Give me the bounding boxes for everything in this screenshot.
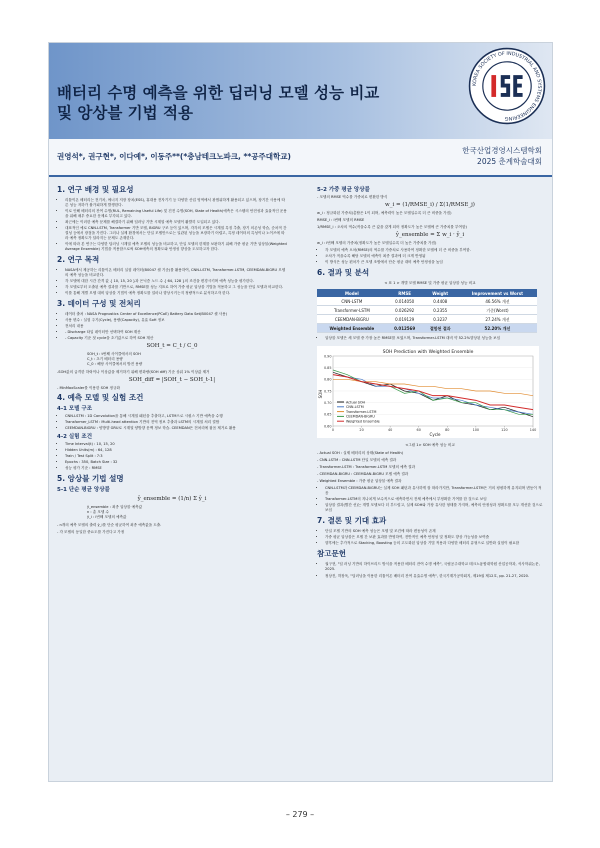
table-header: Improvement vs Worst xyxy=(458,289,537,297)
list-item: • Transformer-LSTM의 지나치게 보수적으로 예측하면서 전체 예측에서 부정확한 기여를 한 것으로 보임 xyxy=(325,497,543,502)
formula-note: C_t : 초기 배터리 용량 xyxy=(87,357,123,361)
list-item: • 이를 통해 개별 모델 대비 앙상블 기법이 예측 정확도를 얼마나 향상시키는지 정량적으로 분석하고자 한다. xyxy=(65,291,287,296)
legend-note: - Transformer-LSTM : Transformer-LSTM 모델의 예측 결과 xyxy=(317,465,416,469)
section-5-1-title: 5-1 단순 평균 앙상블 xyxy=(57,487,110,493)
list-item: • NASA에서 제공하는 리튬이온 배터리 실험 데이터(B0047 셀 기준)를 활용하여, CNN-LSTM, Transformer-LSTM, CEEMDAN-BiGRU 모델의 예측 성능을 비교한다. xyxy=(65,268,287,278)
y-tick-label: 0.80 xyxy=(323,377,332,382)
weight-note: RMSE_i : i번째 모델의 RMSE xyxy=(317,218,365,222)
formula-note: ŷ_i : i번째 모델의 예측값 xyxy=(87,515,127,519)
list-item: • - Discharge 타입 데이터만 선택하여 SOH 계산 xyxy=(65,330,287,335)
minmax-text: - MinMaxScaler를 이용한 SOH 정규화 xyxy=(57,386,120,390)
table-cell: 0.019129 xyxy=(387,315,423,324)
table-cell: 0.4408 xyxy=(423,297,458,306)
conference-name: 한국산업경영시스템학회 xyxy=(462,146,542,155)
y-tick-label: 0.70 xyxy=(323,400,332,405)
model-list xyxy=(57,414,287,431)
section-4-title: 4. 예측 모델 및 실험 조건 xyxy=(57,393,144,402)
list-item: • 각 모델의 예측 오차(RMSE)의 역수를 가중치로 사용하여 정확한 모델에 더 큰 비중을 부여함. xyxy=(325,248,543,253)
list-item: • 이 방식은 성능 편차가 큰 모델 조합에서 단순 평균 대비 예측 안정성을 높임 xyxy=(325,260,543,265)
weighted-list xyxy=(317,248,543,265)
list-item: • 데이터 출처 : NASA Prognostics Center of Excellence(PCoE) Battery Data Set(B0047 셀 사용) xyxy=(65,312,287,317)
title-line-1: 배터리 수명 예측을 위한 딥러닝 모델 성능 비교 xyxy=(57,84,380,102)
outlier-text: -SOH값의 급격한 하락이나 이상값을 제거하기 위해 변화량(SOH diff) 기준 상위 1% 이상값 제거 xyxy=(57,370,210,374)
legend-label: Transformer-LSTM xyxy=(346,409,377,414)
weight-formula: w_i = (1/RMSE_i) / Σ(1/RMSE_j) xyxy=(385,202,475,208)
list-item: • 앙상블 모델은 세 모델 중 가장 높은 RMSE를 보였으며, Transformer-LSTM 대비 약 52.2%향상된 성능을 보임 xyxy=(325,336,543,341)
mean-note: - n개의 예측 모델의 출력 ŷ_i를 단순 평균하여 최종 예측값을 도출. xyxy=(57,523,162,527)
reference-list xyxy=(317,562,543,579)
table-cell: 0.026292 xyxy=(387,306,423,315)
formula-note: SOH_t : t번째 사이클에서의 SOH xyxy=(87,352,141,356)
legend-label: CEEMDAN-BiGRU xyxy=(346,414,375,419)
section-7-title: 7. 결론 및 기대 효과 xyxy=(317,516,387,525)
table-header: Model xyxy=(317,289,387,297)
list-item: • Hidden Units(m) : 64, 128 xyxy=(65,448,287,453)
reference-item: • 권구현, "딥 러닝 기반의 하이브리드 방식을 적용한 배터리 잔여 수명 예측", 국립공주대학교 테크노융합대학원 산업공학과, 석사학위논문, 2025. xyxy=(325,562,543,572)
table-cell: 27.24% 개선 xyxy=(458,315,537,324)
list-item: • CNN-LSTM : 1D Convolution을 통해 시계열 패턴을 추출하고, LSTM으로 시퀀스 기반 예측을 수행 xyxy=(65,414,287,419)
title-line-2: 및 앙상블 기법 적용 xyxy=(57,104,193,122)
soh-diff-formula: SOH_diff = |SOH_t − SOH_t-1| xyxy=(128,377,216,383)
table-cell: Weighted Ensemble xyxy=(317,324,387,333)
list-item: • 각 모델로부터 도출된 예측 결과를 기반으로, RMSE를 성능 지표로 하여 가중 평균 앙상블 기법을 적용하고 그 성능을 단일 모델과 비교한다. xyxy=(65,285,287,290)
legend-label: CNN-LSTM xyxy=(346,405,364,410)
y-tick-label: 0.90 xyxy=(323,354,332,359)
legend-note: - Actual SOH : 실제 배터리의 상태(State of Health) xyxy=(317,451,404,455)
list-item: • 각 모델에 대한 시간 간격 값 { 10, 15, 20 }과 은닉층 노드 수 { 64, 128 }의 조건을 변경시키며 예측 성능을 평가한다. xyxy=(65,279,287,284)
section-2-title: 2. 연구 목적 xyxy=(57,255,100,264)
list-item: • 향후에는 추가적으로 Stacking, Boosting 등의 고도화된 앙상블 기법 적용과 다양한 배터리 유형으로 일반화 실험이 필요함 xyxy=(325,541,543,546)
list-item: • - Capacity 기준 첫 cycle을 초기값으로 하여 SOH 계산 xyxy=(65,336,287,341)
legend-label: Weighted Ensemble xyxy=(346,419,380,424)
conference-session: 2025 춘계학술대회 xyxy=(477,157,542,166)
right-column xyxy=(317,185,543,582)
chart-title: SOH Prediction with Weighted Ensemble xyxy=(382,350,474,355)
y-tick-label: 0.85 xyxy=(323,365,332,370)
section-3-list xyxy=(57,312,287,341)
mean-note: - 각 모델의 동일한 중요도를 가진다고 가정 xyxy=(57,530,125,534)
conclusion-list xyxy=(317,529,543,546)
figure-caption: <그림 1> SOH 예측 성능 비교 xyxy=(405,443,455,447)
table-cell: Transformer-LSTM xyxy=(317,306,387,315)
formula-note: C_0 : 해당 사이클에서의 방전 용량 xyxy=(87,362,143,366)
section-3-title: 3. 데이터 구성 및 전처리 xyxy=(57,299,141,308)
ensemble-note: w_i : i번째 모델의 가중치(정확도가 높은 모델일수록 더 높은 가중치를 가짐) xyxy=(317,241,437,245)
table-cell: 결합된 결과 xyxy=(423,324,458,333)
table-row xyxy=(317,324,537,333)
soh-chart xyxy=(317,346,539,438)
poster-title xyxy=(57,83,437,123)
author-bar xyxy=(49,139,552,177)
table-cell: 0.2355 xyxy=(423,306,458,315)
section-5-title: 5. 앙상블 기법 설명 xyxy=(57,474,124,483)
poster xyxy=(48,42,553,782)
section-1-title: 1. 연구 배경 및 필요성 xyxy=(57,185,134,194)
list-item: • 가중 평균 앙상블은 모델 간 보완 효과를 반영하여, 전반적인 예측 안정성 및 정확도 향상 가능성을 보여줌 xyxy=(325,535,543,540)
list-item: • 오차가 적을수록 해당 모델의 예측이 최종 결과에 더 크게 반영됨 xyxy=(325,254,543,259)
page-number: – 279 – xyxy=(285,810,315,819)
x-tick-label: 20 xyxy=(359,428,364,432)
authors: 권영석*, 권구현*, 이다예*, 이동주**(*충남테크노파크, **공주대학교) xyxy=(57,152,291,161)
table-row xyxy=(317,306,537,315)
section-6-title: 6. 결과 및 분석 xyxy=(317,268,370,277)
y-tick-label: 0.60 xyxy=(323,424,332,429)
x-tick-label: 120 xyxy=(501,428,508,432)
references-title: 참고문헌 xyxy=(317,549,346,558)
section-4-1-title: 4-1 모델 구조 xyxy=(57,406,93,412)
soh-formula: SOH_t = C_t / C_0 xyxy=(146,343,198,349)
table-cell: CEEMDAN-BiGRU xyxy=(317,315,387,324)
formula-note: n : 총 모델 수 xyxy=(87,510,109,514)
list-item: • Time Interval(t) : 10, 15, 20 xyxy=(65,442,287,447)
soh-formula-notes xyxy=(57,352,287,367)
society-logo xyxy=(468,47,546,125)
weight-note: 1/RMSE_i : 오차의 역수(작을수록 큰 값을 갖게 되어 정확도가 높은 모델에 큰 가중치를 부여함) xyxy=(317,225,467,229)
chart-xlabel: Cycle xyxy=(429,432,441,437)
section-5-2-title: 5-2 가중 평균 앙상블 xyxy=(317,187,370,193)
list-item: • 이에 따라 본 연구는 다양한 딥러닝 시계열 예측 모델의 성능을 비교하고, 단일 모델의 한계를 보완하기 위해 가중 평균 기반 앙상블(Weighted Average Ensemble) 기법을 적용함으로써 SOH예측의 정확도와 안정성 향상을 도모하고자 한다. xyxy=(65,242,287,252)
section-4-2-title: 4-2 실험 조건 xyxy=(57,434,93,440)
table-caption: < 표 1 > 개별 모델 RMSE 및 가중 평균 앙상블 성능 비교 xyxy=(384,281,476,285)
list-item: • Epochs : 350, Batch Size : 32 xyxy=(65,460,287,465)
weighted-ensemble-formula: ŷ_ensemble = Σ w_i · ŷ_i xyxy=(395,232,465,238)
section-2-list xyxy=(57,268,287,296)
x-tick-label: 0 xyxy=(331,428,335,432)
table-cell: 0.3237 xyxy=(423,315,458,324)
legend-note: - Weighted Ensemble : 가중 평균 앙상블 예측 결과 xyxy=(317,479,402,483)
x-tick-label: 100 xyxy=(472,428,480,432)
legend-note: - CNN-LSTM : CNN-LSTM 단일 모델의 예측 결과 xyxy=(317,458,397,462)
mean-ensemble-formula: ŷ_ensemble = (1/n) Σ ŷ_i xyxy=(137,496,207,502)
poster-header xyxy=(49,43,552,139)
list-item: • CNN-LSTM과 CEEMDAN-BiGRU는 실제 SOH 패턴과 유사하게 잘 따라가지만, Transformer-LSTM은 거의 평평하게 유지되며 변동이 적음 xyxy=(325,486,543,496)
mean-formula-notes xyxy=(57,505,287,520)
table-cell: 0.014050 xyxy=(387,297,423,306)
reference-item: • 정상진, 허장욱, "딥러닝을 이용한 리튬이온 배터리 잔여 유효수명 예측", 한국기계가공학회지, 제19권 제12호, pp. 21-27, 2020. xyxy=(325,574,543,579)
chart-ylabel: SOH xyxy=(318,389,323,399)
x-tick-label: 40 xyxy=(387,428,393,432)
x-tick-label: 80 xyxy=(445,428,450,432)
list-item: • 단일 모델 기반의 SOH 예측 성능은 모델 및 조건에 따라 변동성이 존재 xyxy=(325,529,543,534)
table-cell: 기준(Worst) xyxy=(458,306,537,315)
list-item: • Transformer_LSTM : Multi-head attention 기반의 전역 정보 추출과 LSTM의 시계열 처리 결합 xyxy=(65,420,287,425)
condition-list xyxy=(57,442,287,471)
list-item: • 사용 변수 : 실험 주기(Cycle), 용량(Capacity), 유효 SoH 정보 xyxy=(65,318,287,323)
results-table xyxy=(317,289,537,333)
table-header: Weight xyxy=(423,289,458,297)
y-tick-label: 0.75 xyxy=(323,389,332,394)
table-row xyxy=(317,297,537,306)
list-item: • Train / Test Split : 7:3 xyxy=(65,454,287,459)
conference xyxy=(462,145,542,167)
section-1-list xyxy=(57,198,287,252)
chart-background xyxy=(317,346,539,438)
y-tick-label: 0.65 xyxy=(323,412,332,417)
table-notes xyxy=(317,336,543,341)
list-item: • 전처리 내용 xyxy=(65,324,287,329)
formula-note: ŷ_ensemble : 최종 앙상블 예측값 xyxy=(87,505,143,509)
left-column xyxy=(57,185,287,537)
table-cell: CNN-LSTM xyxy=(317,297,387,306)
logo-text: KOREA SOCIETY OF INDUSTRIAL AND SYSTEMS ENGINEERING xyxy=(472,51,542,121)
x-tick-label: 60 xyxy=(416,428,421,432)
weight-note: w_i : 정규화된 가중치(총합은 1이 되며, 예측력이 높은 모델일수록 더 큰 비중을 가짐) xyxy=(317,211,452,215)
legend-label: Actual SOH xyxy=(346,400,366,405)
table-cell: 0.012569 xyxy=(387,324,423,333)
analysis-list xyxy=(317,486,543,513)
list-item: • 리튬이온 배터리는 전기차, 에너지 저장 장치(ESS), 휴대용 전자기기 등 다양한 산업 영역에서 광범위하게 활용되고 있으며, 장기간 사용에 따른 성능 저하가 불가피하게 발생한다. xyxy=(65,198,287,208)
list-item: • 성능 평가 기준 : RMSE xyxy=(65,466,287,471)
table-cell: 46.56% 개선 xyxy=(458,297,537,306)
x-tick-label: 140 xyxy=(529,428,537,432)
list-item: • 대표적인 예로 CNN-LSTM, Transformer 기반 모델, BiGRU 구조 등이 있으며, 각각의 모델은 시계열 특징 추출, 장기 의존성 학습, 순차적 간결성 등에서 장점을 가진다. 그러나 실제 환경에서는 단일 모델만으로는 일관된 성능을 보장하기 어렵고, 특정 데이터의 특성이나 노이즈에 따라 예측 정확도가 달라지는 문제도 존재한다. xyxy=(65,226,287,241)
table-header: RMSE xyxy=(387,289,423,297)
table-row xyxy=(317,315,537,324)
list-item: • 최근에는 이러한 예측 문제를 해결하기 위해 딥러닝 기반 시계열 예측 모델이 활발히 도입되고 있다. xyxy=(65,220,287,225)
list-item: • 앙상블 결과(빨간 선)는 개별 모델보다 더 부드럽고, 실제 SOH와 가장 유사한 형태를 가지며, 예측의 안정성과 정확도를 모두 개선한 것으로 보임 xyxy=(325,503,543,513)
list-item: • 이로 인해 배터리의 잔여 수명(RUL, Remaining Useful Life) 및 건전 수명(SOH, State of Health)예측은 시스템의 안전성과 효율적인 운용을 위해 매우 중요한 문제로 부각되고 있다. xyxy=(65,209,287,219)
legend-note: - CEEMDAN-BiGRU : CEEMDAN-BiGRU 모델 예측 결과 xyxy=(317,472,409,476)
weighted-desc: - 모델의 RMSE 역수를 가중치로 변환한 방식 xyxy=(317,195,388,199)
list-item: • CEEMDAN-BiGRU : 양방향 GRU로 시계열 양방향 문맥 정보 학습. CEEMDAN은 전처리에 잡음 제거로 활용 xyxy=(65,426,287,431)
table-cell: 52.20% 개선 xyxy=(458,324,537,333)
